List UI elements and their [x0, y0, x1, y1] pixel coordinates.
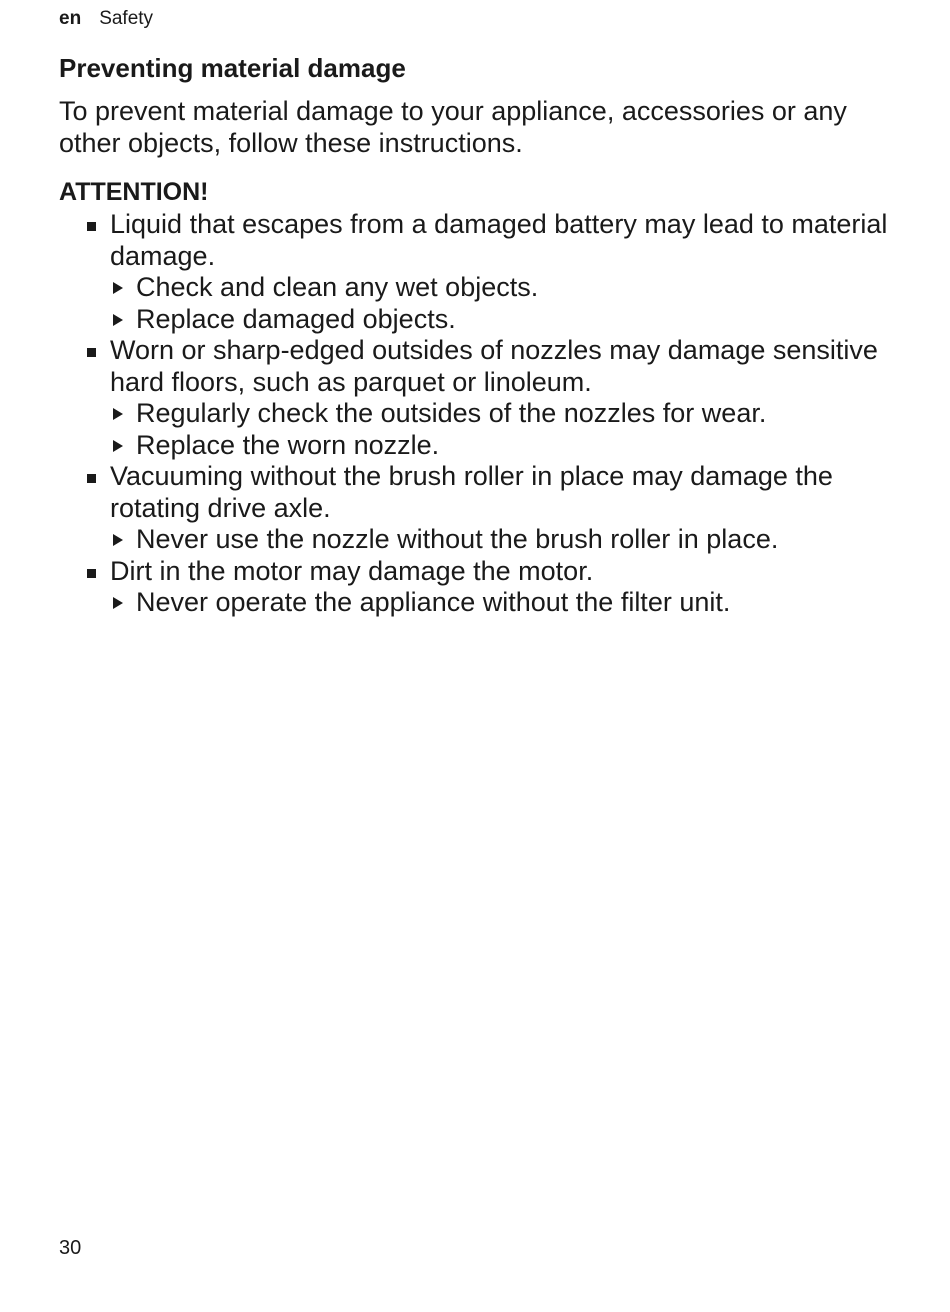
section-name: Safety	[99, 8, 154, 29]
item-text: Dirt in the motor may damage the motor.	[110, 555, 594, 586]
arrow-right-icon	[113, 282, 123, 294]
list-item	[86, 556, 896, 619]
page-number: 30	[59, 1237, 82, 1259]
attention-list	[86, 209, 896, 619]
page-header	[59, 7, 153, 31]
arrow-right-icon	[113, 534, 123, 546]
action-text: Never operate the appliance without the filter unit.	[136, 587, 731, 617]
action-step	[110, 398, 896, 430]
attention-heading: ATTENTION!	[59, 178, 209, 206]
arrow-right-icon	[113, 314, 123, 326]
action-text: Never use the nozzle without the brush roller in place.	[136, 524, 779, 554]
square-bullet-icon	[87, 222, 96, 231]
action-list	[110, 398, 896, 461]
list-item	[86, 335, 896, 461]
action-step	[110, 304, 896, 336]
arrow-right-icon	[113, 597, 123, 609]
arrow-right-icon	[113, 408, 123, 420]
square-bullet-icon	[87, 474, 96, 483]
intro-paragraph: To prevent material damage to your appliance, accessories or any other objects, follow these instructions.	[59, 96, 847, 158]
arrow-right-icon	[113, 440, 123, 452]
action-step	[110, 587, 896, 619]
language-code: en	[59, 8, 82, 29]
item-text: Liquid that escapes from a damaged battery may lead to material damage.	[110, 209, 888, 271]
action-list	[110, 587, 896, 619]
section-title: Preventing material damage	[59, 53, 406, 83]
list-item	[86, 209, 896, 335]
action-list	[110, 524, 896, 556]
action-step	[110, 524, 896, 556]
action-list	[110, 272, 896, 335]
action-text: Check and clean any wet objects.	[136, 272, 539, 302]
action-text: Regularly check the outsides of the nozzles for wear.	[136, 398, 767, 428]
action-step	[110, 272, 896, 304]
square-bullet-icon	[87, 348, 96, 357]
square-bullet-icon	[87, 569, 96, 578]
action-text: Replace the worn nozzle.	[136, 429, 440, 460]
action-step	[110, 430, 896, 462]
list-item	[86, 461, 896, 556]
action-text: Replace damaged objects.	[136, 303, 456, 334]
item-text: Worn or sharp-edged outsides of nozzles may damage sensitive hard floors, such as parquet or linoleum.	[110, 335, 878, 397]
item-text: Vacuuming without the brush roller in place may damage the rotating drive axle.	[110, 461, 833, 523]
